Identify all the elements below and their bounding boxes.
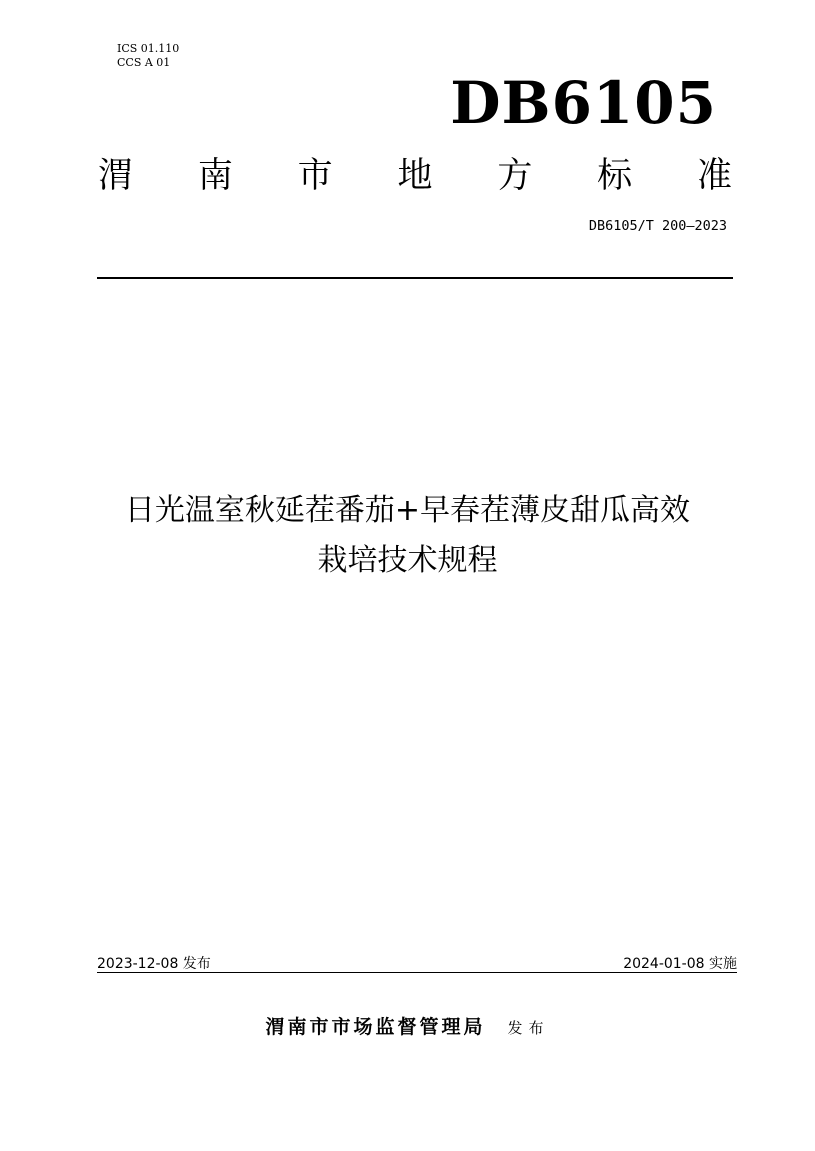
issuer-line (0, 1012, 815, 1039)
standard-name (98, 152, 732, 200)
title-line-1: 日光温室秋延茬番茄+早春茬薄皮甜瓜高效 (124, 493, 691, 528)
ics-code: ICS 01.110 (117, 42, 180, 55)
implement-date: 2024-01-08 实施 (623, 956, 737, 972)
classification-block (117, 42, 179, 70)
standard-name-char: 标 (597, 156, 633, 196)
footer-divider (97, 972, 737, 973)
title-line-2: 栽培技术规程 (317, 543, 498, 578)
standard-name-char: 准 (696, 156, 732, 196)
standard-code: DB6105 (450, 69, 717, 137)
header-divider (97, 277, 733, 279)
date-row (97, 953, 737, 973)
ccs-code: CCS A 01 (117, 56, 171, 69)
document-title (40, 486, 775, 586)
standard-name-char: 渭 (98, 156, 134, 196)
issuer-action: 发布 (507, 1019, 550, 1037)
standard-name-char: 市 (297, 156, 333, 196)
standard-name-char: 地 (397, 156, 433, 196)
issuer-org: 渭南市市场监督管理局 (265, 1016, 486, 1038)
standard-name-char: 南 (197, 156, 233, 196)
standard-name-char: 方 (497, 156, 533, 196)
publish-date: 2023-12-08 发布 (97, 956, 211, 972)
standard-number: DB6105/T 200—2023 (588, 218, 727, 234)
